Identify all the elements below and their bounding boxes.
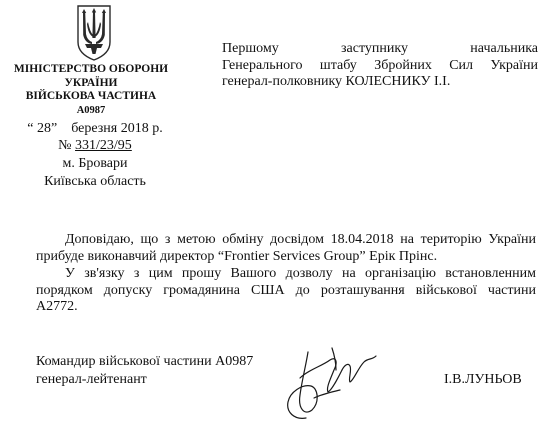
signatory-title: Командир військової частини А0987	[36, 354, 254, 369]
ministry-line-1: МІНІСТЕРСТВО ОБОРОНИ	[13, 63, 169, 75]
ministry-line-2: УКРАЇНИ	[64, 76, 118, 89]
registration-number	[10, 137, 180, 154]
body-paragraph-1	[36, 232, 536, 265]
city: м. Бровари	[62, 156, 128, 171]
paragraph-1-line-2: прибуде виконавчий директор “Frontier Services Group” Ерік Прінс.	[36, 248, 438, 264]
ministry-line-3: ВІЙСЬКОВА ЧАСТИНА	[25, 90, 157, 102]
unit-code: А0987	[76, 105, 106, 116]
reg-number: 331/23/95	[75, 138, 132, 153]
addressee-line-2: Генерального штабу Збройних Сил України	[222, 57, 538, 73]
paragraph-2-line-1: У зв'язку з цим прошу Вашого дозволу на організацію встановленним	[65, 266, 536, 281]
paragraph-1-line-1: Доповідаю, що з метою обміну досвідом 18.04.2018 на територію України	[65, 232, 536, 247]
paragraph-2-line-3: А2772.	[36, 299, 78, 314]
body-paragraph-2	[36, 266, 536, 316]
paragraph-2-line-2: порядком допуску громадянина США до розташування військової частини	[36, 282, 536, 298]
trident-emblem-icon	[74, 4, 114, 62]
date-month-year: березня 2018 р.	[71, 121, 163, 136]
addressee-line-3: генерал-полковнику КОЛЕСНИКУ І.І.	[222, 74, 451, 89]
reg-prefix: №	[58, 138, 72, 153]
signatory-rank: генерал-лейтенант	[36, 372, 147, 387]
signatory-name: І.В.ЛУНЬОВ	[444, 372, 522, 387]
addressee-block	[222, 41, 538, 91]
ministry-header	[6, 63, 176, 104]
handwritten-signature	[278, 340, 378, 425]
document-date	[10, 120, 180, 137]
date-day: “ 28”	[27, 121, 58, 136]
addressee-line-1: Першому заступнику начальника	[222, 41, 538, 56]
region: Київська область	[44, 174, 146, 189]
